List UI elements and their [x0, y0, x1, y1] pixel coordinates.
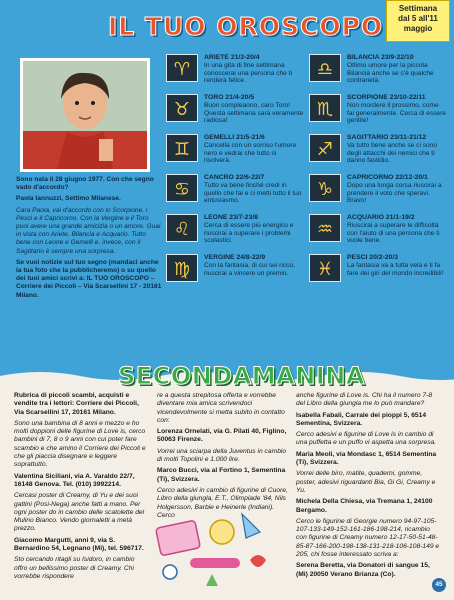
scorpio-glyph: ♏ [316, 99, 334, 120]
sign-text: Non mordere il prossimo, come fai generalmente. Cerca di essere gentile! [347, 102, 446, 125]
ad-text: Cerco adesivi in cambio di figurine di Cuore, Libro della giungla, E.T., Olimpiade '84, Nils Holgersson, Barbie e Heinerle (Indiani). Cerco [157, 486, 288, 519]
ad-text: Cercasi poster di Creamy, di Yu e dei suoi gattini (Posi-Nega) anche fatti a mano. Per ogni poster do in cambio delle scatolette del Mulino Bianco. Vendo giornaletti a metà prezzo. [14, 492, 145, 533]
aquarius-icon [309, 214, 341, 242]
ad-text: Cerco le figurine di Georgie numero 94-97-105-107-133-149-152-161-186-198-214, ricambio con figurine di Creamy numero 12-17-50-51-48-85-87-166-200-198-138-131-218-106-108-149 e 205, chi fosse interessato scriva a: [296, 517, 440, 559]
sagittarius-glyph: ♐ [316, 139, 334, 160]
sign-name: SCORPIONE 23/10-22/11 [347, 94, 426, 101]
ad-text: re a questa strepitosa offerta e vorrebbe diventare mia amica scrivendoci vicendevolmente si metta subito in contatto con: [157, 392, 285, 424]
ad-signature: Serena Beretta, via Donatori di sangue 15, (Mi) 20050 Verano Brianza (Co). [296, 562, 430, 578]
ad-text: Sto cercando ritagli su Isidoro, in cambio offro un bellissimo poster di Creamy. Chi vorrebbe rispondere [14, 556, 135, 580]
section-title: SECONDAMANINA [118, 362, 365, 390]
sign-name: LEONE 23/7-23/8 [204, 214, 259, 221]
stickers-illustration [150, 504, 280, 594]
intro-footer: Se vuoi notizie sul tuo segno (mandaci anche la tua foto che la pubblicheremo) o su quello dei tuoi amici scrivi a: IL TUO OROSCOPO – Corriere dei Piccoli – Via Scarsellini 17 - 20161 Milano. [16, 258, 162, 299]
aries-glyph: ♈ [173, 59, 191, 80]
sagittarius-icon [309, 134, 341, 162]
ad-text: Vorrei una sciarpa della Juventus in cambio di molti Topolini e 1.000 lire. [157, 447, 287, 464]
week-badge [386, 0, 450, 42]
libra-icon [309, 54, 341, 82]
sign-vergine [166, 254, 309, 308]
gemini-icon [166, 134, 198, 162]
ad-signature: Giacomo Margutti, anni 9, via S. Bernardino 54, Legnano (Mi), tel. 596717. [14, 536, 144, 553]
sign-name: CANCRO 22/6-22/7 [204, 174, 265, 181]
page-title: IL TUO OROSCOPO [108, 12, 384, 41]
ad-text: anche figurine di Love is. Chi ha il numero 7-8 del Libro della giungla me lo può mandare? [296, 392, 433, 408]
sign-name: ACQUARIO 21/1-19/2 [347, 214, 415, 221]
capricorn-icon [309, 174, 341, 202]
capricorn-glyph: ♑ [316, 179, 334, 200]
ad-signature: Lorenza Ornelati, via G. Pilati 40, Figlino, 50063 Firenze. [157, 428, 287, 444]
ad-text: Vorrei delle biro, matite, quaderni, gomme, poster, adesivi riguardanti Bia, Gi Gi, Creamy e Yu. [296, 470, 436, 494]
taurus-icon [166, 94, 198, 122]
pisces-icon [309, 254, 341, 282]
sign-text: La fantasia va a tutta vela e ti fa fare dei giri del mondo incredibili! [347, 262, 444, 277]
intro-column [16, 176, 162, 303]
badge-line-1: Settimana [398, 4, 438, 13]
cancer-glyph: ♋ [173, 179, 191, 200]
intro-caption: Sono nata il 28 giugno 1977. Con che segno vado d'accordo? [16, 176, 154, 192]
leo-icon [166, 214, 198, 242]
sign-name: ARIETE 21/3-20/4 [204, 54, 260, 61]
sign-name: PESCI 20/2-20/3 [347, 254, 399, 261]
ad-signature: Marco Bucci, via al Fortino 1, Sementina (Ti), Svizzera. [157, 467, 286, 483]
ad-signature: Isabella Fabali, Carrale dei pioppi 5, 6514 Sementina, Svizzera. [296, 411, 427, 427]
classifieds-header: Rubrica di piccoli scambi, acquisti e vendite tra i lettori: Corriere dei Piccoli, Via Scarsellini 17, 20161 Milano. [14, 392, 139, 416]
aries-icon [166, 54, 198, 82]
sign-name: GEMELLI 21/5-21/6 [204, 134, 265, 141]
sign-text: In una gita di fine settimana conoscerai una persona che ti renderà felice. [204, 62, 292, 85]
ad-signature: Michela Della Chiesa, via Tremana 1, 24100 Bergamo. [296, 498, 433, 514]
taurus-glyph: ♉ [173, 99, 191, 120]
intro-signature: Paola Iannuzzi, Settimo Milanese. [16, 195, 121, 203]
sign-text: Tutto va bene finché credi in quello che fai e ci metti tutto il tuo entusiasmo. [204, 182, 302, 205]
sign-pesci [309, 254, 452, 308]
virgo-glyph: ♍ [173, 259, 191, 280]
ad-text: Sono una bambina di 8 anni e mezzo e ho molti doppioni delle figurine di Love is, cerco bambini di 7, 8 o 9 anni con cui poter fare scambio e che amino il Corriere dei Piccoli e che gli piaccia disegnare e leggere soprattutto. [14, 419, 146, 469]
scorpio-icon [309, 94, 341, 122]
classifieds-column-1 [14, 392, 149, 584]
sign-text: Ottimo umore per la piccola Bilancia anche se c'è qualche contrarietà. [347, 62, 434, 85]
classifieds-column-3 [296, 392, 442, 582]
sign-name: SAGITTARIO 23/11-21/12 [347, 134, 427, 141]
ad-signature: Maria Meoli, via Mondasc 1, 6514 Sementina (Ti), Svizzera. [296, 450, 437, 467]
gemini-glyph: ♊ [173, 139, 191, 160]
aquarius-glyph: ♒ [316, 219, 334, 240]
pisces-glyph: ♓ [316, 259, 334, 280]
page-number: 45 [432, 578, 446, 592]
sign-name: VERGINE 24/8-22/9 [204, 254, 266, 261]
sign-text: Dopo una lunga corsa riuscirai a prendere il voto che speravi. Bravo! [347, 182, 442, 205]
cancer-icon [166, 174, 198, 202]
sign-name: TORO 21/4-20/5 [204, 94, 255, 101]
intro-reply: Cara Paola, vai d'accordo con lo Scorpione, i Pesci e il Capricorno. Con la Vergine e il Toro puoi avere una grande amicizia o un amore. Guai in vista con Ariete, Bilancia e Acquario. Tutto bene con Leone e Gemelli e, invece, con il Sagittario è sempre una sorpresa. [16, 206, 161, 255]
sign-text: Cerca di essere più energico e riuscirai a superare i problemi scolastici. [204, 222, 294, 245]
leo-glyph: ♌ [173, 219, 191, 240]
sign-text: Con la fantasia, di cui sei ricco, riuscirai a vincere un premio. [204, 262, 295, 277]
sign-text: Buon compleanno, caro Toro! Questa settimana sarà veramente radiosa! [204, 102, 304, 125]
ad-signature: Valentina Siciliani, via A. Varaldo 22/7, 16148 Genova. Tel. (010) 3992214. [14, 472, 135, 488]
badge-line-3: maggio [403, 24, 433, 33]
sign-text: Va tutto bene anche se ci sono degli attacchi dei nemici che ti danno fastidio. [347, 142, 438, 165]
sign-name: BILANCIA 23/9-22/10 [347, 54, 414, 61]
reader-photo [20, 58, 150, 172]
virgo-icon [166, 254, 198, 282]
badge-line-2: dal 5 all'11 [398, 14, 438, 23]
sign-text: Riuscirai a superare le difficoltà con l'aiuto di una persona che ti vuole bene. [347, 222, 440, 245]
ad-text: Cerco adesivi e figurine di Love is in cambio di una puffetta e un puffo vi aspetta una sorpresa. [296, 431, 437, 447]
sign-text: Cancella con un sorriso l'umore nero e vedrai che tutto si risolverà. [204, 142, 297, 165]
libra-glyph: ♎ [316, 59, 334, 80]
sign-name: CAPRICORNO 22/12-20/1 [347, 174, 428, 181]
